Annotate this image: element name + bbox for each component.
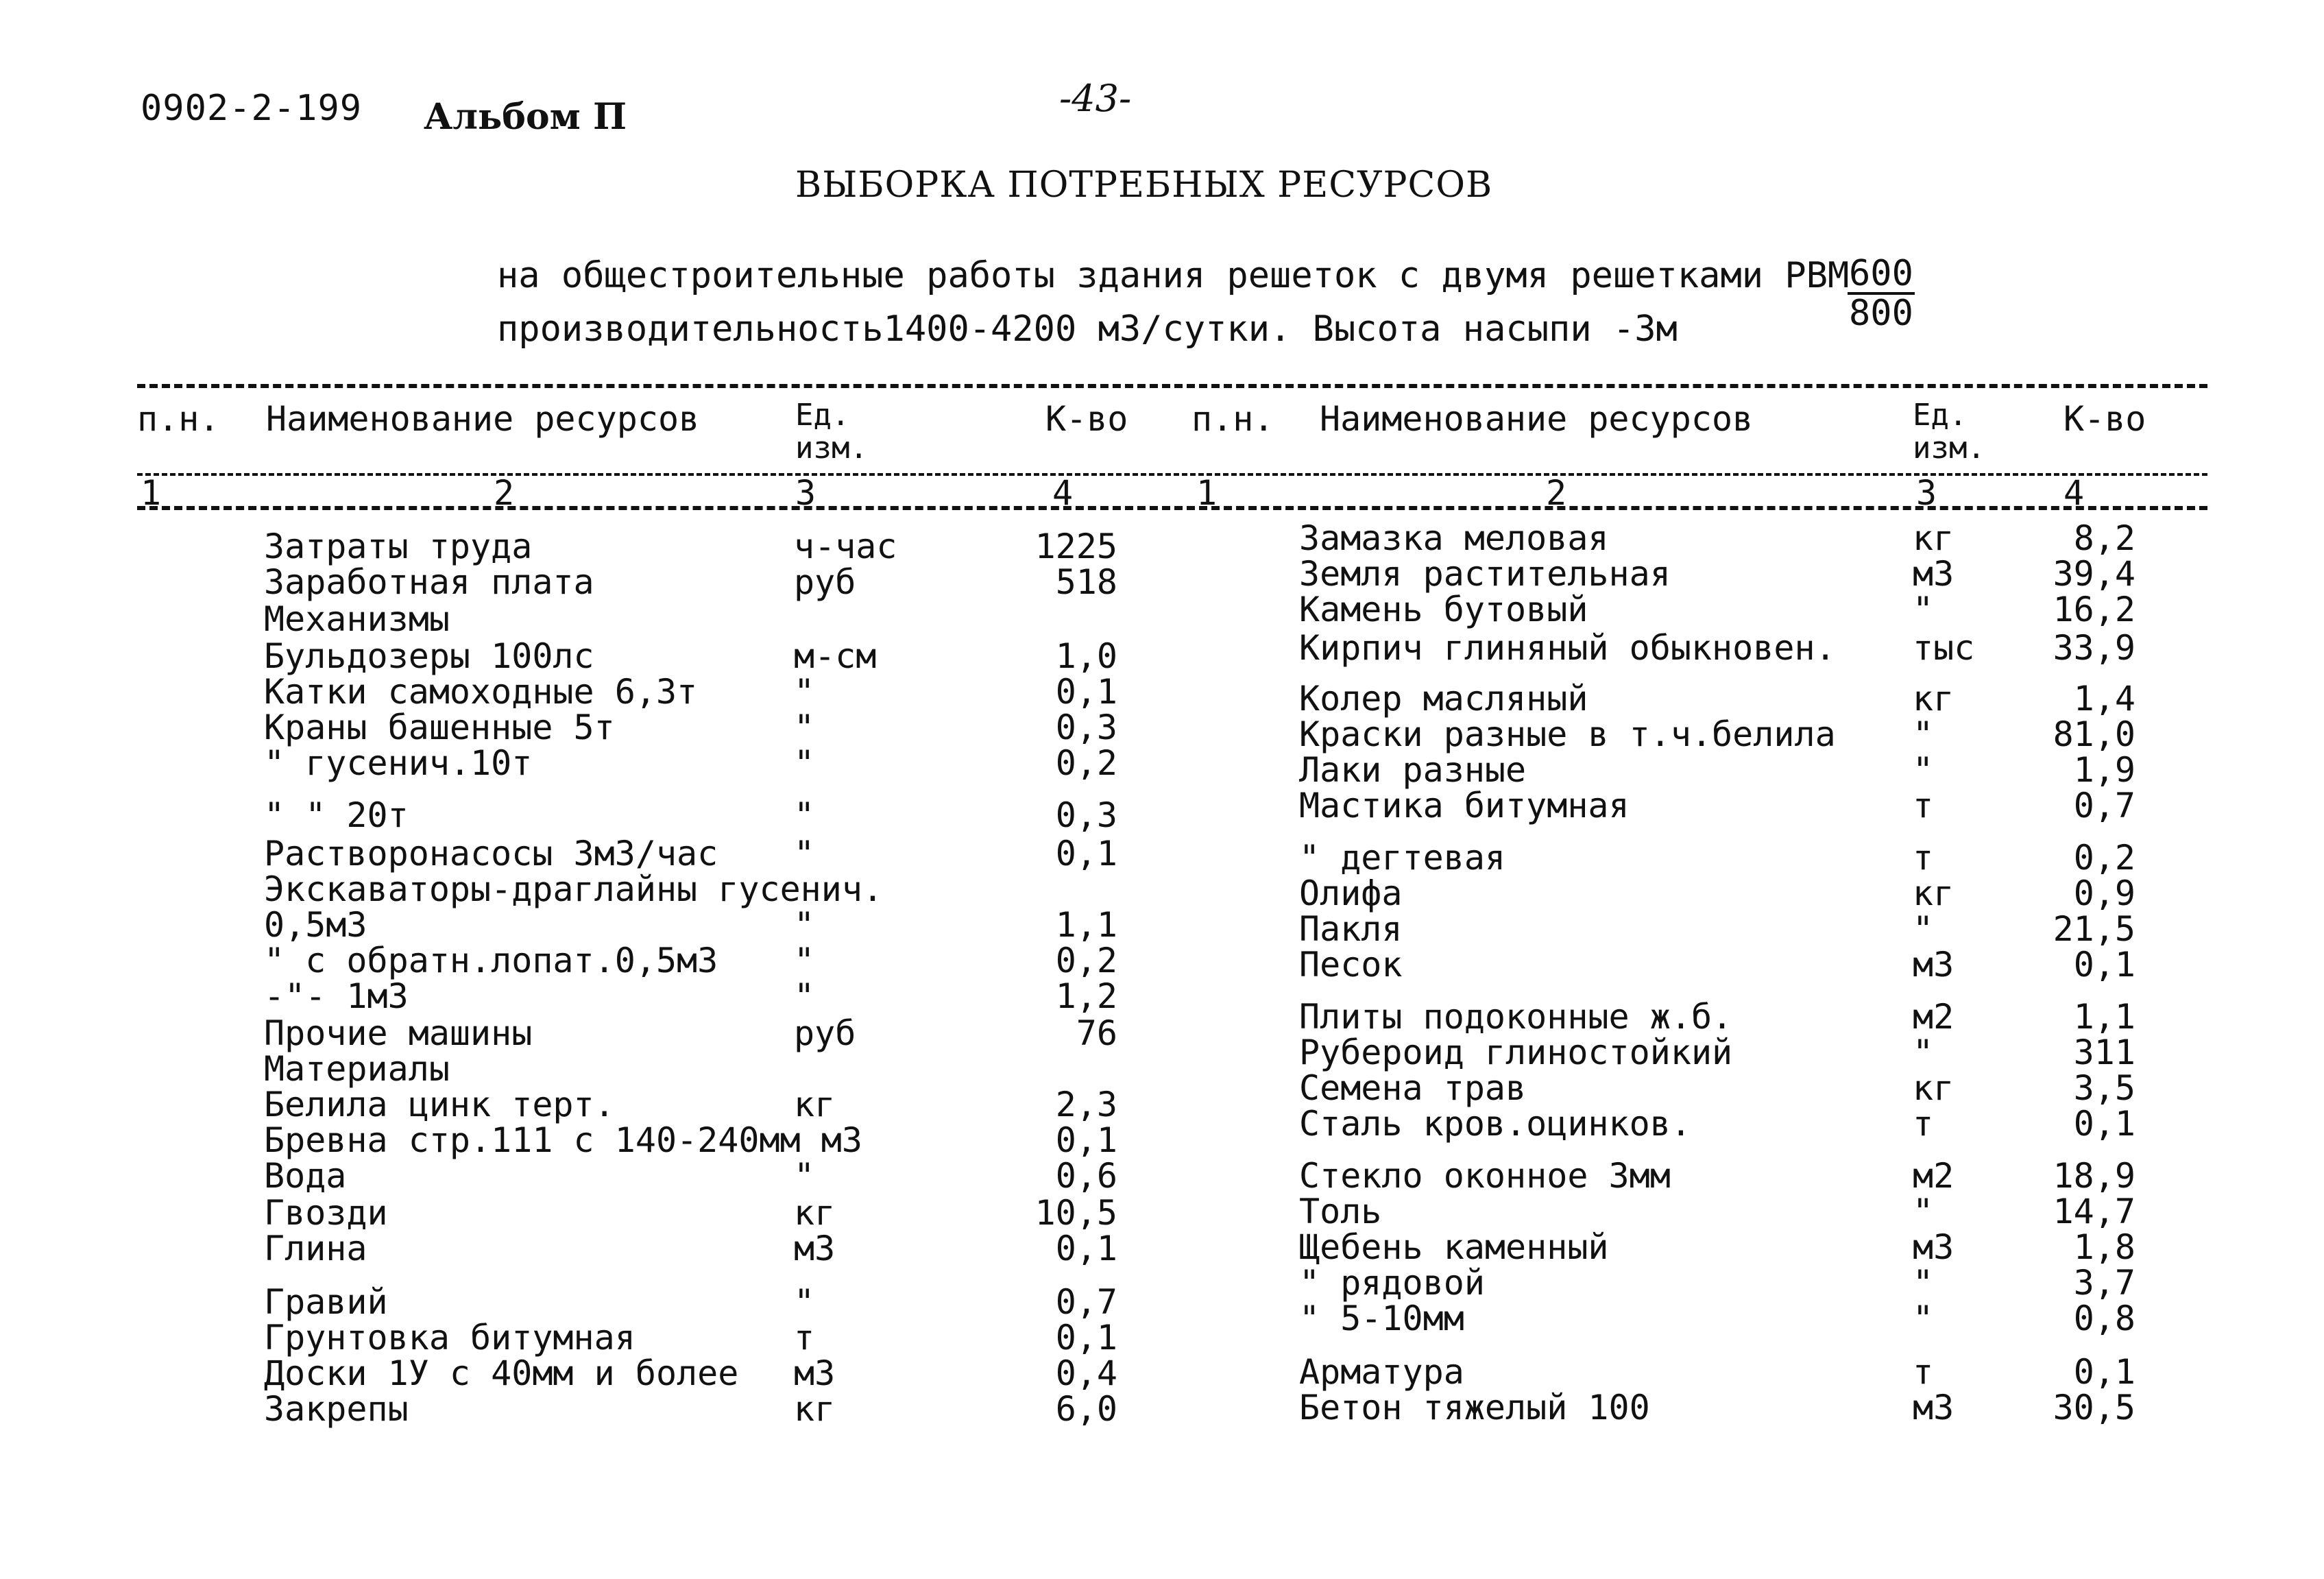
- col-header-unit-right: Ед. изм.: [1913, 398, 1985, 466]
- right-resource-name: Камень бутовый: [1299, 590, 1588, 629]
- left-resource-name: Вода: [264, 1156, 347, 1196]
- left-resource-name: Бревна стр.111 с 140-240мм м3: [264, 1120, 862, 1160]
- subtitle-line-1: на общестроительные работы здания решеток с двумя решетками РВМ: [497, 255, 1850, 296]
- left-resource-name: " с обратн.лопат.0,5м3: [264, 941, 718, 980]
- right-unit-of-measure: тыс: [1913, 628, 1975, 668]
- left-resource-name: Краны башенные 5т: [264, 708, 615, 747]
- right-quantity: 0,1: [2073, 1352, 2135, 1392]
- page-number: -43-: [1059, 77, 1132, 120]
- right-quantity: 0,2: [2073, 838, 2135, 878]
- right-unit-of-measure: м3: [1913, 1388, 1954, 1427]
- right-unit-of-measure: м3: [1913, 554, 1954, 594]
- left-resource-name: Затраты труда: [264, 527, 533, 566]
- left-resource-name: Гвозди: [264, 1193, 388, 1233]
- right-quantity: 1,1: [2073, 997, 2135, 1037]
- left-resource-name: Белила цинк терт.: [264, 1085, 615, 1124]
- right-unit-of-measure: кг: [1913, 518, 1954, 558]
- left-unit-of-measure: т: [794, 1318, 815, 1358]
- right-unit-of-measure: ": [1913, 1263, 1934, 1303]
- left-quantity: 0,1: [1055, 672, 1117, 712]
- left-resource-name: Заработная плата: [264, 562, 594, 602]
- right-quantity: 1,8: [2073, 1227, 2135, 1267]
- left-quantity: 0,3: [1055, 708, 1117, 747]
- right-quantity: 30,5: [2053, 1388, 2135, 1427]
- left-quantity: 1,2: [1055, 976, 1117, 1016]
- right-unit-of-measure: м3: [1913, 945, 1954, 985]
- fraction-numerator: 600: [1849, 253, 1913, 294]
- right-unit-of-measure: т: [1913, 786, 1934, 825]
- fraction-denominator: 800: [1849, 293, 1913, 334]
- right-quantity: 33,9: [2053, 628, 2135, 668]
- right-unit-of-measure: м3: [1913, 1227, 1954, 1267]
- left-quantity: 0,1: [1055, 1120, 1117, 1160]
- left-quantity: 0,3: [1055, 795, 1117, 835]
- right-quantity: 21,5: [2053, 909, 2135, 949]
- left-quantity: 6,0: [1055, 1389, 1117, 1429]
- left-unit-of-measure: кг: [794, 1389, 836, 1429]
- left-resource-name: " гусенич.10т: [264, 743, 533, 783]
- right-resource-name: Семена трав: [1299, 1068, 1527, 1108]
- left-resource-name: Катки самоходные 6,3т: [264, 672, 698, 712]
- right-resource-name: Краски разные в т.ч.белила: [1299, 714, 1836, 754]
- left-resource-name: Бульдозеры 100лс: [264, 636, 594, 676]
- right-unit-of-measure: м2: [1913, 997, 1954, 1037]
- page-title: ВЫБОРКА ПОТРЕБНЫХ РЕСУРСОВ: [795, 165, 1493, 206]
- right-quantity: 0,1: [2073, 1104, 2135, 1144]
- left-quantity: 0,6: [1055, 1156, 1117, 1196]
- right-resource-name: Бетон тяжелый 100: [1299, 1388, 1650, 1427]
- table-top-rule: [137, 384, 2207, 388]
- left-resource-name: Материалы: [264, 1049, 450, 1089]
- document-code: 0902-2-199: [141, 88, 363, 129]
- col-header-unit-left: Ед. изм.: [795, 398, 868, 466]
- col-index-2-right: 2: [1546, 473, 1567, 513]
- right-quantity: 0,7: [2073, 786, 2135, 825]
- left-unit-of-measure: руб: [794, 1013, 856, 1053]
- left-unit-of-measure: руб: [794, 562, 856, 602]
- col-index-1-left: 1: [141, 473, 162, 513]
- left-unit-of-measure: ": [794, 743, 815, 783]
- right-resource-name: Плиты подоконные ж.б.: [1299, 997, 1733, 1037]
- left-unit-of-measure: ": [794, 1282, 815, 1322]
- col-index-3-right: 3: [1916, 473, 1937, 513]
- right-quantity: 0,8: [2073, 1299, 2135, 1338]
- right-unit-of-measure: ": [1913, 750, 1934, 790]
- right-unit-of-measure: ": [1913, 1033, 1934, 1072]
- col-header-name-left: Наименование ресурсов: [266, 399, 700, 439]
- right-quantity: 0,1: [2073, 945, 2135, 985]
- left-resource-name: Прочие машины: [264, 1013, 533, 1053]
- right-resource-name: Арматура: [1299, 1352, 1464, 1392]
- left-quantity: 1225: [1034, 527, 1117, 566]
- left-quantity: 1,0: [1055, 636, 1117, 676]
- right-resource-name: Толь: [1299, 1192, 1382, 1231]
- right-resource-name: " рядовой: [1299, 1263, 1485, 1303]
- header-divider-rule: [137, 473, 2207, 476]
- right-quantity: 16,2: [2053, 590, 2135, 629]
- left-unit-of-measure: ": [794, 795, 815, 835]
- right-resource-name: Рубероид глиностойкий: [1299, 1033, 1733, 1072]
- index-divider-rule: [137, 506, 2207, 510]
- left-quantity: 0,1: [1055, 834, 1117, 873]
- right-unit-of-measure: кг: [1913, 1068, 1954, 1108]
- left-quantity: 0,2: [1055, 743, 1117, 783]
- left-quantity: 0,1: [1055, 1229, 1117, 1268]
- right-resource-name: " 5-10мм: [1299, 1299, 1464, 1338]
- col-header-name-right: Наименование ресурсов: [1320, 399, 1754, 439]
- left-unit-of-measure: кг: [794, 1193, 836, 1233]
- left-quantity: 1,1: [1055, 905, 1117, 945]
- col-index-2-left: 2: [494, 473, 515, 513]
- left-resource-name: Глина: [264, 1229, 367, 1268]
- left-unit-of-measure: ": [794, 941, 815, 980]
- right-unit-of-measure: м2: [1913, 1156, 1954, 1196]
- right-quantity: 81,0: [2053, 714, 2135, 754]
- subtitle-line-2: производительность1400-4200 м3/сутки. Высота насыпи -3м: [497, 309, 1678, 350]
- left-unit-of-measure: м3: [794, 1229, 836, 1268]
- col-header-num-right: п.н.: [1191, 399, 1274, 439]
- left-resource-name: Экскаваторы-драглайны гусенич.: [264, 869, 884, 909]
- right-resource-name: Лаки разные: [1299, 750, 1527, 790]
- left-unit-of-measure: ": [794, 976, 815, 1016]
- right-quantity: 1,4: [2073, 679, 2135, 719]
- right-quantity: 311: [2073, 1033, 2135, 1072]
- album-label: Альбом П: [424, 96, 627, 138]
- left-resource-name: -"- 1м3: [264, 976, 409, 1016]
- left-unit-of-measure: ": [794, 672, 815, 712]
- left-quantity: 0,1: [1055, 1318, 1117, 1358]
- right-resource-name: Олифа: [1299, 873, 1403, 913]
- left-unit-of-measure: м-см: [794, 636, 877, 676]
- col-index-1-right: 1: [1196, 473, 1218, 513]
- left-resource-name: Доски 1У с 40мм и более: [264, 1353, 739, 1393]
- left-unit-of-measure: ": [794, 834, 815, 873]
- left-resource-name: Грунтовка битумная: [264, 1318, 636, 1358]
- left-resource-name: " " 20т: [264, 795, 409, 835]
- right-resource-name: Щебень каменный: [1299, 1227, 1609, 1267]
- left-unit-of-measure: м3: [794, 1353, 836, 1393]
- right-quantity: 8,2: [2073, 518, 2135, 558]
- left-quantity: 2,3: [1055, 1085, 1117, 1124]
- left-resource-name: Растворонасосы 3м3/час: [264, 834, 718, 873]
- right-resource-name: Песок: [1299, 945, 1403, 985]
- col-index-4-right: 4: [2063, 473, 2085, 513]
- left-resource-name: Гравий: [264, 1282, 388, 1322]
- left-resource-name: 0,5м3: [264, 905, 367, 945]
- col-index-3-left: 3: [795, 473, 816, 513]
- right-quantity: 39,4: [2053, 554, 2135, 594]
- left-unit-of-measure: ": [794, 1156, 815, 1196]
- right-quantity: 18,9: [2053, 1156, 2135, 1196]
- left-quantity: 0,2: [1055, 941, 1117, 980]
- left-unit-of-measure: кг: [794, 1085, 836, 1124]
- right-resource-name: Земля растительная: [1299, 554, 1671, 594]
- right-unit-of-measure: кг: [1913, 873, 1954, 913]
- right-quantity: 14,7: [2053, 1192, 2135, 1231]
- right-resource-name: Замазка меловая: [1299, 518, 1609, 558]
- left-unit-of-measure: ": [794, 905, 815, 945]
- right-resource-name: Колер масляный: [1299, 679, 1588, 719]
- col-header-qty-left: К-во: [1045, 399, 1128, 439]
- col-header-num-left: п.н.: [137, 399, 220, 439]
- right-resource-name: Стекло оконное 3мм: [1299, 1156, 1671, 1196]
- left-resource-name: Механизмы: [264, 599, 450, 639]
- right-unit-of-measure: ": [1913, 590, 1934, 629]
- left-unit-of-measure: ч-час: [794, 527, 897, 566]
- left-quantity: 76: [1076, 1013, 1117, 1053]
- right-resource-name: " дегтевая: [1299, 838, 1506, 878]
- right-unit-of-measure: т: [1913, 838, 1934, 878]
- left-quantity: 0,7: [1055, 1282, 1117, 1322]
- right-quantity: 0,9: [2073, 873, 2135, 913]
- right-unit-of-measure: ": [1913, 1299, 1934, 1338]
- left-quantity: 0,4: [1055, 1353, 1117, 1393]
- col-header-qty-right: К-во: [2063, 399, 2146, 439]
- right-resource-name: Мастика битумная: [1299, 786, 1630, 825]
- left-quantity: 518: [1055, 562, 1117, 602]
- left-resource-name: Закрепы: [264, 1389, 409, 1429]
- right-resource-name: Пакля: [1299, 909, 1403, 949]
- right-unit-of-measure: ": [1913, 1192, 1934, 1231]
- right-quantity: 3,7: [2073, 1263, 2135, 1303]
- model-fraction: [1848, 255, 1915, 332]
- left-quantity: 10,5: [1034, 1193, 1117, 1233]
- left-unit-of-measure: ": [794, 708, 815, 747]
- right-unit-of-measure: ": [1913, 714, 1934, 754]
- right-unit-of-measure: т: [1913, 1352, 1934, 1392]
- right-resource-name: Кирпич глиняный обыкновен.: [1299, 628, 1836, 668]
- right-resource-name: Сталь кров.оцинков.: [1299, 1104, 1691, 1144]
- right-unit-of-measure: т: [1913, 1104, 1934, 1144]
- right-quantity: 1,9: [2073, 750, 2135, 790]
- right-quantity: 3,5: [2073, 1068, 2135, 1108]
- right-unit-of-measure: кг: [1913, 679, 1954, 719]
- right-unit-of-measure: ": [1913, 909, 1934, 949]
- col-index-4-left: 4: [1052, 473, 1074, 513]
